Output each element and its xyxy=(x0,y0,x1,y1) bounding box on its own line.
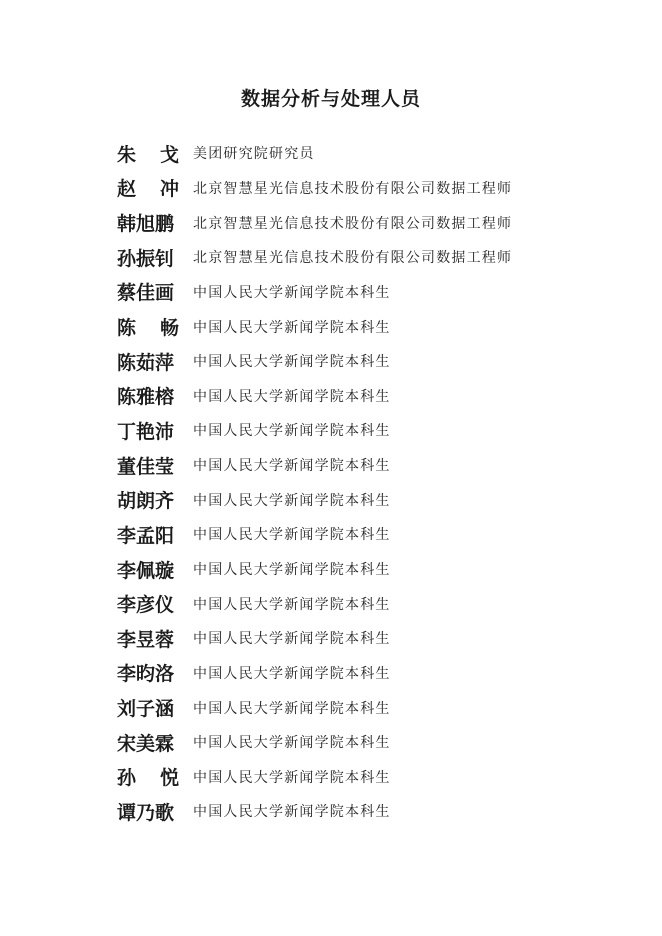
staff-list xyxy=(117,136,637,829)
person-name: 李孟阳 xyxy=(117,524,175,547)
person-name: 朱 戈 xyxy=(117,143,179,166)
person-affiliation: 北京智慧星光信息技术股份有限公司数据工程师 xyxy=(193,250,513,267)
person-name: 赵 冲 xyxy=(117,178,179,201)
list-item xyxy=(117,725,637,760)
person-name: 李佩璇 xyxy=(117,559,175,582)
person-affiliation: 中国人民大学新闻学院本科生 xyxy=(193,769,391,786)
list-item xyxy=(117,517,637,552)
person-affiliation: 中国人民大学新闻学院本科生 xyxy=(193,700,391,717)
person-affiliation: 中国人民大学新闻学院本科生 xyxy=(193,735,391,752)
person-affiliation: 北京智慧星光信息技术股份有限公司数据工程师 xyxy=(193,215,513,232)
person-affiliation: 中国人民大学新闻学院本科生 xyxy=(193,388,391,405)
person-name: 蔡佳画 xyxy=(117,282,175,305)
person-name: 李昀洛 xyxy=(117,663,175,686)
person-affiliation: 中国人民大学新闻学院本科生 xyxy=(193,319,391,336)
person-name: 胡朗齐 xyxy=(117,490,175,513)
list-item xyxy=(117,413,637,448)
person-affiliation: 中国人民大学新闻学院本科生 xyxy=(193,458,391,475)
page-title: 数据分析与处理人员 xyxy=(240,88,421,110)
list-item xyxy=(117,205,637,240)
person-name: 李彦仪 xyxy=(117,594,175,617)
person-affiliation: 中国人民大学新闻学院本科生 xyxy=(193,492,391,509)
person-name: 陈雅榕 xyxy=(117,386,175,409)
list-item xyxy=(117,275,637,310)
person-affiliation: 北京智慧星光信息技术股份有限公司数据工程师 xyxy=(193,180,513,197)
person-affiliation: 中国人民大学新闻学院本科生 xyxy=(193,562,391,578)
list-item xyxy=(117,344,637,379)
person-name: 陈茹萍 xyxy=(117,351,175,374)
list-item xyxy=(117,448,637,483)
person-name: 孙振钊 xyxy=(117,247,175,270)
person-affiliation: 中国人民大学新闻学院本科生 xyxy=(193,665,391,682)
person-name: 董佳莹 xyxy=(117,455,175,478)
person-affiliation: 中国人民大学新闻学院本科生 xyxy=(193,631,391,648)
list-item xyxy=(117,171,637,206)
list-item xyxy=(117,586,637,621)
list-item xyxy=(117,690,637,725)
list-item xyxy=(117,656,637,691)
person-name: 李昱蓉 xyxy=(117,628,175,651)
person-name: 刘子涵 xyxy=(117,698,175,721)
person-name: 陈 畅 xyxy=(117,317,179,340)
person-affiliation: 中国人民大学新闻学院本科生 xyxy=(193,527,391,544)
list-item xyxy=(117,309,637,344)
list-item xyxy=(117,240,637,275)
list-item xyxy=(117,760,637,795)
person-affiliation: 美团研究院研究员 xyxy=(193,146,315,163)
person-affiliation: 中国人民大学新闻学院本科生 xyxy=(193,804,391,821)
person-affiliation: 中国人民大学新闻学院本科生 xyxy=(193,284,391,301)
person-name: 韩旭鹏 xyxy=(117,213,175,236)
list-item xyxy=(117,482,637,517)
person-affiliation: 中国人民大学新闻学院本科生 xyxy=(193,596,391,613)
person-name: 宋美霖 xyxy=(117,732,175,755)
list-item xyxy=(117,378,637,413)
person-affiliation: 中国人民大学新闻学院本科生 xyxy=(193,423,391,440)
list-item xyxy=(117,794,637,829)
list-item xyxy=(117,621,637,656)
list-item xyxy=(117,552,637,587)
person-name: 丁艳沛 xyxy=(117,420,175,443)
person-name: 孙 悦 xyxy=(117,767,179,790)
list-item xyxy=(117,136,637,171)
person-name: 谭乃歌 xyxy=(117,801,175,824)
person-affiliation: 中国人民大学新闻学院本科生 xyxy=(193,354,391,371)
